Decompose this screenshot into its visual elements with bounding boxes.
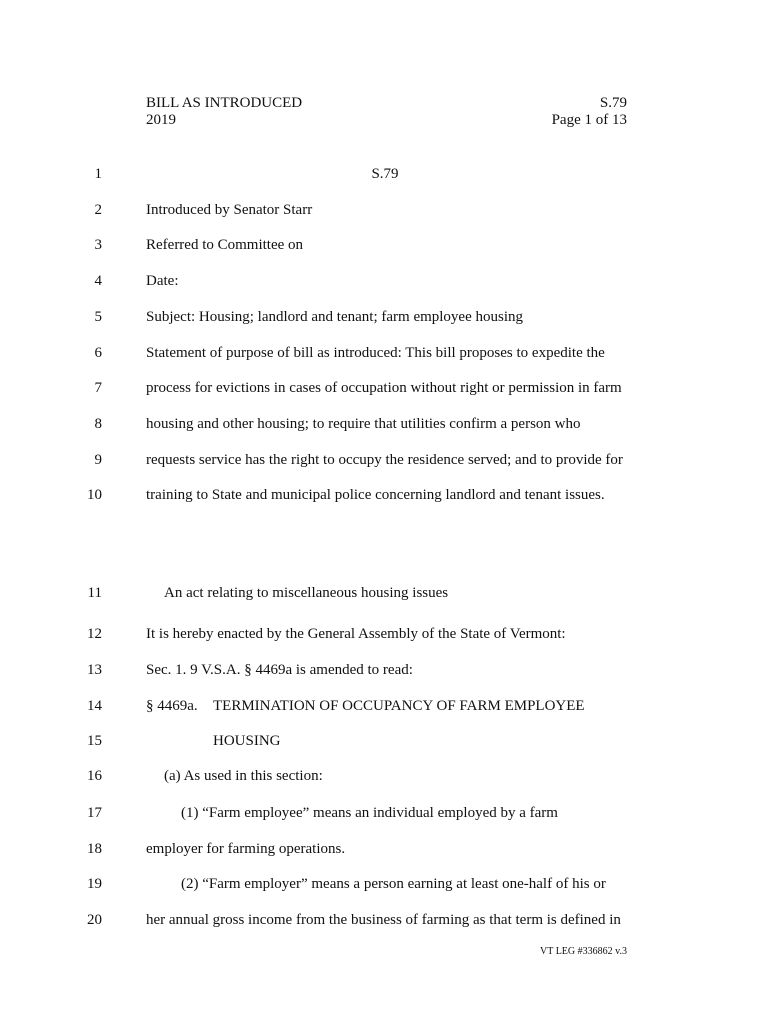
line-text: Introduced by Senator Starr [146,202,313,218]
line-13 [0,662,770,682]
line-5 [0,309,770,329]
header-right [552,95,627,129]
line-number: 1 [94,166,102,182]
line-number: 20 [87,912,102,928]
line-text: It is hereby enacted by the General Assembly of the State of Vermont: [146,626,566,642]
line-10 [0,487,770,507]
line-number: 12 [87,626,102,642]
line-text: S.79 [371,166,399,182]
line-number: 8 [94,416,102,432]
document-footer: VT LEG #336862 v.3 [540,946,627,957]
line-text: her annual gross income from the business of farming as that term is defined in [146,912,621,928]
line-number: 19 [87,876,102,892]
line-number: 17 [87,805,102,821]
line-number: 2 [94,202,102,218]
line-1 [0,166,770,186]
line-text: employer for farming operations. [146,841,346,857]
line-14 [0,698,770,718]
line-12 [0,626,770,646]
line-18 [0,841,770,861]
line-text: Referred to Committee on [146,237,304,253]
line-text: HOUSING [213,733,281,749]
line-4 [0,273,770,293]
line-2 [0,202,770,222]
page-indicator: Page 1 of 13 [551,112,627,128]
line-15 [0,733,770,753]
line-6 [0,345,770,365]
line-20 [0,912,770,932]
section-title: TERMINATION OF OCCUPANCY OF FARM EMPLOYEE [213,698,585,714]
bill-number: S.79 [599,95,627,111]
line-7 [0,380,770,400]
line-text: Date: [146,273,179,289]
line-19 [0,876,770,896]
bill-year: 2019 [146,112,176,128]
line-text: Statement of purpose of bill as introduced: This bill proposes to expedite the [146,345,605,361]
line-text: (2) “Farm employer” means a person earning at least one-half of his or [181,876,606,892]
line-text: housing and other housing; to require that utilities confirm a person who [146,416,581,432]
line-number: 4 [94,273,102,289]
bill-status: BILL AS INTRODUCED [146,95,303,111]
line-text: process for evictions in cases of occupation without right or permission in farm [146,380,622,396]
line-number: 9 [94,452,102,468]
section-number: § 4469a. [146,698,198,714]
line-number: 7 [94,380,102,396]
line-16 [0,768,770,788]
line-number: 13 [87,662,102,678]
line-text: (a) As used in this section: [164,768,323,784]
line-text: (1) “Farm employee” means an individual employed by a farm [181,805,558,821]
line-text: training to State and municipal police concerning landlord and tenant issues. [146,487,605,503]
line-number: 18 [87,841,102,857]
line-number: 5 [94,309,102,325]
header-left [146,95,302,129]
line-number: 11 [87,585,102,601]
line-number: 3 [94,237,102,253]
line-number: 6 [94,345,102,361]
line-number: 15 [87,733,102,749]
act-title: An act relating to miscellaneous housing issues [164,585,449,601]
line-text: Sec. 1. 9 V.S.A. § 4469a is amended to read: [146,662,413,678]
line-number: 10 [87,487,102,503]
line-9 [0,452,770,472]
line-3 [0,237,770,257]
line-11 [0,585,770,605]
line-text: requests service has the right to occupy the residence served; and to provide for [146,452,623,468]
line-8 [0,416,770,436]
line-17 [0,805,770,825]
line-text: Subject: Housing; landlord and tenant; farm employee housing [146,309,524,325]
line-number: 16 [87,768,102,784]
line-number: 14 [87,698,102,714]
